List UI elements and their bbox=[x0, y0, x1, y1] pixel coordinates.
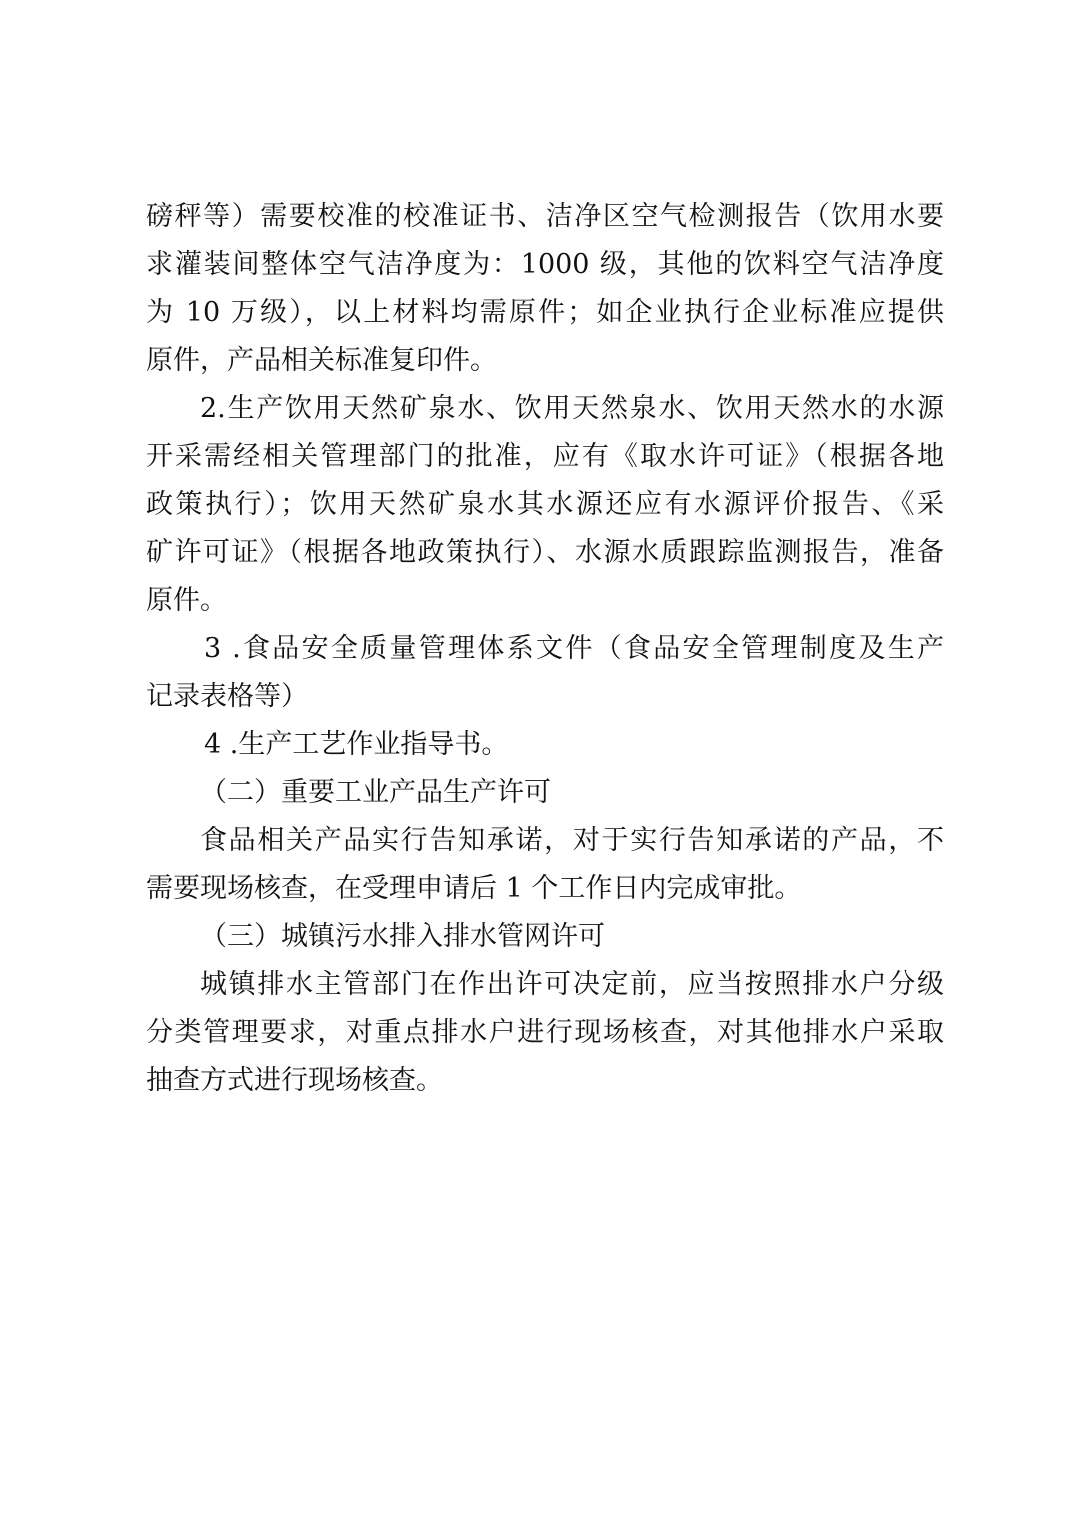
text-line: 城镇排水主管部门在作出许可决定前，应当按照排水户分级 bbox=[200, 969, 944, 1000]
text-line: 求灌装间整体空气洁净度为：1000 级，其他的饮料空气洁净度 bbox=[146, 249, 944, 280]
text-line: 4 .生产工艺作业指导书。 bbox=[204, 729, 509, 760]
text-line: 原件，产品相关标准复印件。 bbox=[146, 345, 497, 376]
section-heading: （三）城镇污水排入排水管网许可 bbox=[200, 921, 605, 952]
text-line: 为 10 万级），以上材料均需原件；如企业执行企业标准应提供 bbox=[146, 297, 944, 328]
section-heading: （二）重要工业产品生产许可 bbox=[200, 777, 551, 808]
text-line: 矿许可证》（根据各地政策执行）、水源水质跟踪监测报告，准备 bbox=[146, 537, 944, 568]
text-line: 需要现场核查，在受理申请后 1 个工作日内完成审批。 bbox=[146, 873, 802, 904]
text-line: 记录表格等） bbox=[146, 681, 308, 712]
text-line: 原件。 bbox=[146, 585, 227, 616]
text-line: 磅秤等）需要校准的校准证书、洁净区空气检测报告（饮用水要 bbox=[146, 201, 944, 232]
text-line: 政策执行）；饮用天然矿泉水其水源还应有水源评价报告、《采 bbox=[146, 489, 944, 520]
text-line: 2.生产饮用天然矿泉水、饮用天然泉水、饮用天然水的水源 bbox=[200, 393, 944, 424]
text-line: 食品相关产品实行告知承诺，对于实行告知承诺的产品，不 bbox=[200, 825, 944, 856]
document-body bbox=[146, 193, 944, 1105]
text-line: 开采需经相关管理部门的批准，应有《取水许可证》（根据各地 bbox=[146, 441, 944, 472]
text-line: 分类管理要求，对重点排水户进行现场核查，对其他排水户采取 bbox=[146, 1017, 944, 1048]
text-line: 抽查方式进行现场核查。 bbox=[146, 1065, 443, 1096]
text-line: 3 .食品安全质量管理体系文件（食品安全管理制度及生产 bbox=[204, 633, 944, 664]
